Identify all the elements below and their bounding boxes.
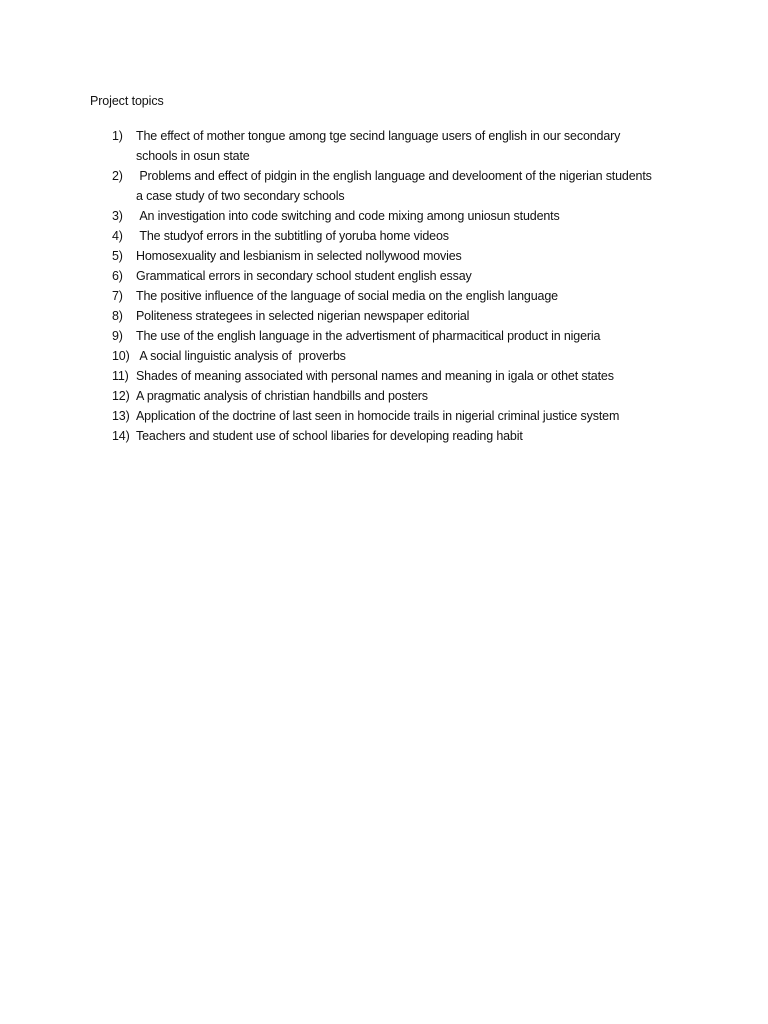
topic-item	[112, 206, 692, 226]
topic-number: 9)	[112, 329, 123, 343]
topic-text: Application of the doctrine of last seen in homocide trails in nigerial criminal justice system	[136, 409, 620, 423]
topic-item	[112, 226, 692, 246]
topic-item	[112, 366, 692, 386]
topic-text: An investigation into code switching and code mixing among uniosun students	[136, 209, 560, 223]
topic-item	[112, 246, 692, 266]
topic-item	[112, 266, 692, 286]
topic-item	[112, 426, 692, 446]
topic-number: 7)	[112, 289, 123, 303]
topic-number: 14)	[112, 429, 130, 443]
topic-text: The effect of mother tongue among tge secind language users of english in our secondary schools in osun state	[136, 129, 621, 163]
topic-item	[112, 126, 692, 166]
topic-text: A social linguistic analysis of proverbs	[136, 349, 346, 363]
topic-text: A pragmatic analysis of christian handbills and posters	[136, 389, 428, 403]
topic-text: Politeness strategees in selected nigerian newspaper editorial	[136, 309, 470, 323]
document-title: Project topics	[90, 94, 164, 108]
topic-number: 1)	[112, 129, 123, 143]
topic-text: Problems and effect of pidgin in the english language and develooment of the nigerian students a case study of two secondary schools	[136, 169, 652, 203]
topic-text: The positive influence of the language of social media on the english language	[136, 289, 558, 303]
topic-text: Homosexuality and lesbianism in selected nollywood movies	[136, 249, 462, 263]
topic-item	[112, 326, 692, 346]
topic-item	[112, 346, 692, 366]
topic-text: Shades of meaning associated with personal names and meaning in igala or othet states	[136, 369, 614, 383]
topic-item	[112, 166, 692, 206]
topic-number: 5)	[112, 249, 123, 263]
topic-number: 6)	[112, 269, 123, 283]
topic-number: 12)	[112, 389, 130, 403]
topic-number: 11)	[112, 369, 129, 383]
topic-number: 13)	[112, 409, 130, 423]
topic-number: 2)	[112, 169, 123, 183]
topic-number: 10)	[112, 349, 130, 363]
topic-list	[112, 126, 692, 446]
topic-item	[112, 286, 692, 306]
topic-text: The use of the english language in the advertisment of pharmacitical product in nigeria	[136, 329, 601, 343]
topic-item	[112, 386, 692, 406]
topic-text: Grammatical errors in secondary school student english essay	[136, 269, 472, 283]
topic-number: 3)	[112, 209, 123, 223]
topic-text: Teachers and student use of school libaries for developing reading habit	[136, 429, 523, 443]
topic-text: The studyof errors in the subtitling of yoruba home videos	[136, 229, 449, 243]
topic-number: 4)	[112, 229, 123, 243]
topic-item	[112, 406, 692, 426]
topic-number: 8)	[112, 309, 123, 323]
topic-item	[112, 306, 692, 326]
